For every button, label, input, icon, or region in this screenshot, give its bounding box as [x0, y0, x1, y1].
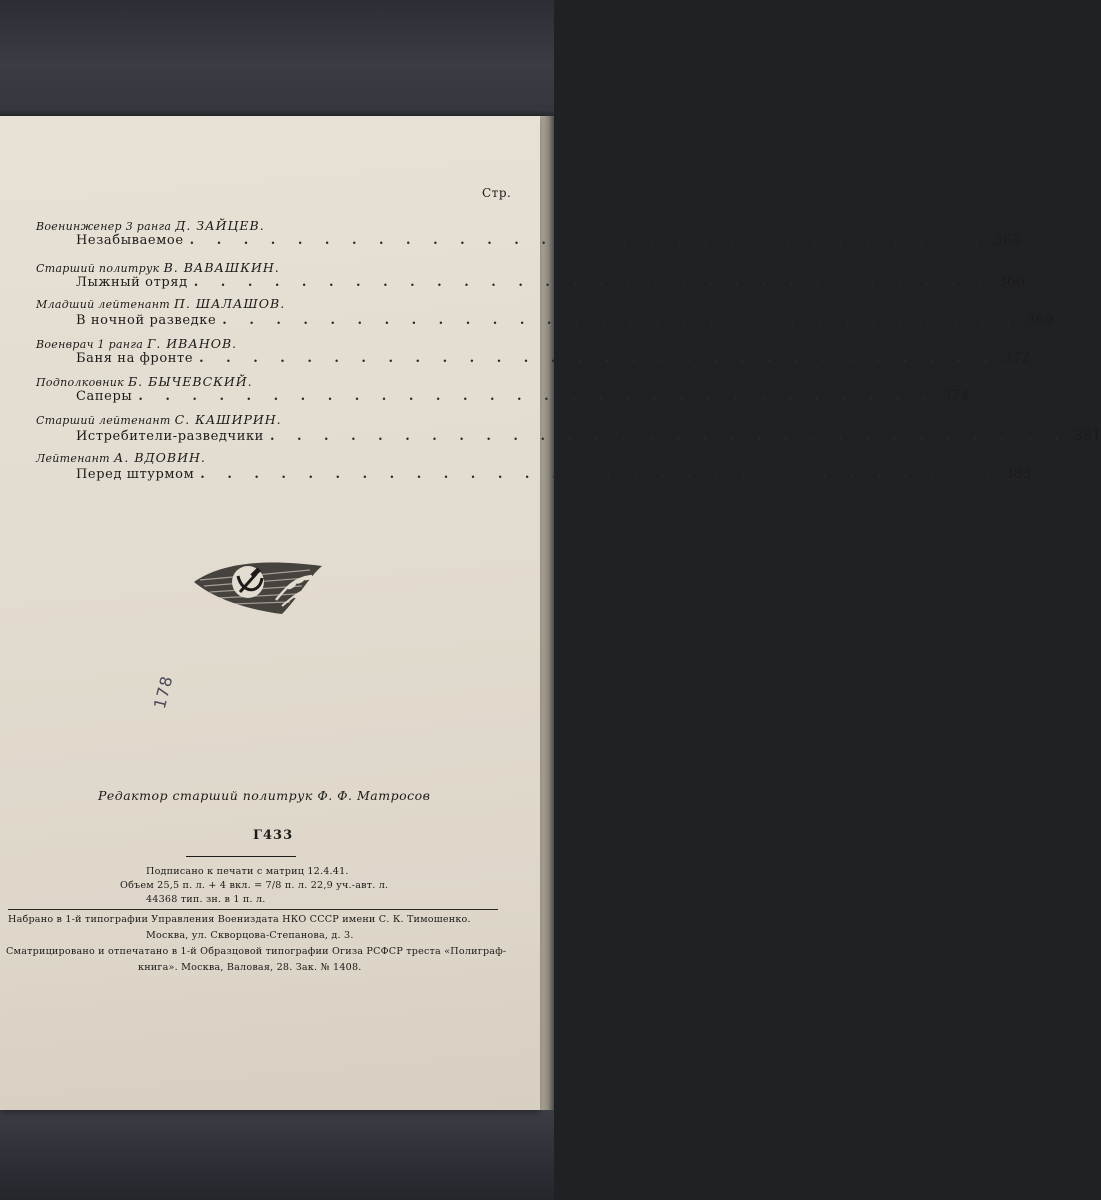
divider-rule [186, 856, 296, 857]
page-column-header: Стр. [482, 186, 512, 200]
story-title: Саперы [76, 389, 133, 404]
story-title: Лыжный отряд [76, 275, 188, 290]
author-name: С. КАШИРИН. [174, 412, 282, 427]
imprint-line: Подписано к печати с матриц 12.4.41. [146, 866, 349, 877]
editor-credit: Редактор старший политрук Ф. Ф. Матросов [98, 788, 431, 803]
author-rank: Старший политрук [36, 262, 160, 275]
author-name: В. ВАВАШКИН. [163, 260, 280, 275]
dot-leader: . . . . . . . . . . . . . . . . . . . . . . . . . . . . . . [189, 233, 988, 248]
author-rank: Младший лейтенант [36, 298, 171, 311]
imprint-line: Набрано в 1-й типографии Управления Воениздата НКО СССР имени С. К. Тимошенко. [8, 914, 471, 925]
author-name: П. ШАЛАШОВ. [174, 296, 286, 311]
toc-story-row [76, 428, 1101, 444]
imprint-line: Москва, ул. Скворцова-Степанова, д. 3. [146, 930, 354, 941]
dot-leader: . . . . . . . . . . . . . . . . . . . . . . . . . . . . . . [199, 351, 998, 366]
toc-story-row [76, 274, 1026, 290]
story-page-number: 381 [1073, 428, 1101, 444]
imprint-line: Объем 25,5 п. л. + 4 вкл. = 7/8 п. л. 22,9 уч.-авт. л. [120, 880, 389, 891]
author-rank: Лейтенант [36, 452, 110, 465]
author-name: Б. БЫЧЕВСКИЙ. [128, 374, 253, 389]
story-title: Перед штурмом [76, 467, 195, 482]
toc-story-row [76, 350, 1031, 366]
toc-author-line [36, 374, 253, 389]
author-name: Д. ЗАЙЦЕВ. [175, 218, 265, 233]
toc-story-row [76, 466, 1032, 482]
author-name: А. ВДОВИН. [113, 450, 206, 465]
toc-story-row [76, 388, 970, 404]
toc-author-line [36, 450, 206, 465]
story-page-number: 372 [1003, 350, 1031, 366]
story-page-number: 383 [1004, 466, 1032, 482]
toc-author-line [36, 260, 280, 275]
author-rank: Подполковник [36, 376, 124, 389]
toc-story-row [76, 232, 1021, 248]
book-cover-top [0, 0, 554, 118]
story-page-number: 374 [942, 388, 970, 404]
toc-author-line [36, 218, 265, 233]
story-page-number: 366 [997, 274, 1026, 290]
imprint-line: книга». Москва, Валовая, 28. Зак. № 1408. [138, 962, 362, 973]
story-title: Незабываемое [76, 233, 184, 248]
story-title: Баня на фронте [76, 351, 194, 366]
story-title: Истребители-разведчики [76, 429, 264, 444]
imprint-line: 44368 тип. зн. в 1 п. л. [146, 894, 266, 905]
book-page [0, 116, 1101, 1110]
dot-leader: . . . . . . . . . . . . . . . . . . . . . . . . . . . . . . [200, 467, 999, 482]
author-rank: Старший лейтенант [36, 414, 171, 427]
handwritten-note: 178 [150, 673, 177, 711]
story-page-number: 363 [993, 232, 1021, 248]
catalog-code: Г433 [253, 828, 294, 843]
toc-author-line [36, 336, 237, 351]
dot-leader: . . . . . . . . . . . . . . . . . . . . . . . . . . . . . . [222, 313, 1021, 328]
imprint-divider [8, 909, 498, 910]
toc-author-line [36, 412, 282, 427]
book-cover-bottom [0, 1108, 554, 1200]
story-page-number: 369 [1026, 312, 1054, 328]
author-rank: Военврач 1 ранга [36, 338, 144, 351]
story-title: В ночной разведке [76, 313, 217, 328]
hammer-sickle-emblem-icon [190, 548, 326, 618]
toc-story-row [76, 312, 1054, 328]
author-rank: Военинженер 3 ранга [36, 220, 172, 233]
dot-leader: . . . . . . . . . . . . . . . . . . . . . . . . . . . . . . [138, 389, 937, 404]
dot-leader: . . . . . . . . . . . . . . . . . . . . . . . . . . . . . . [193, 275, 992, 290]
author-name: Г. ИВАНОВ. [147, 336, 238, 351]
imprint-line: Сматрицировано и отпечатано в 1-й Образцовой типографии Огиза РСФСР треста «Полиграф- [6, 946, 507, 957]
toc-author-line [36, 296, 285, 311]
page-edge [540, 116, 554, 1110]
dot-leader: . . . . . . . . . . . . . . . . . . . . . . . . . . . . . . [269, 429, 1068, 444]
